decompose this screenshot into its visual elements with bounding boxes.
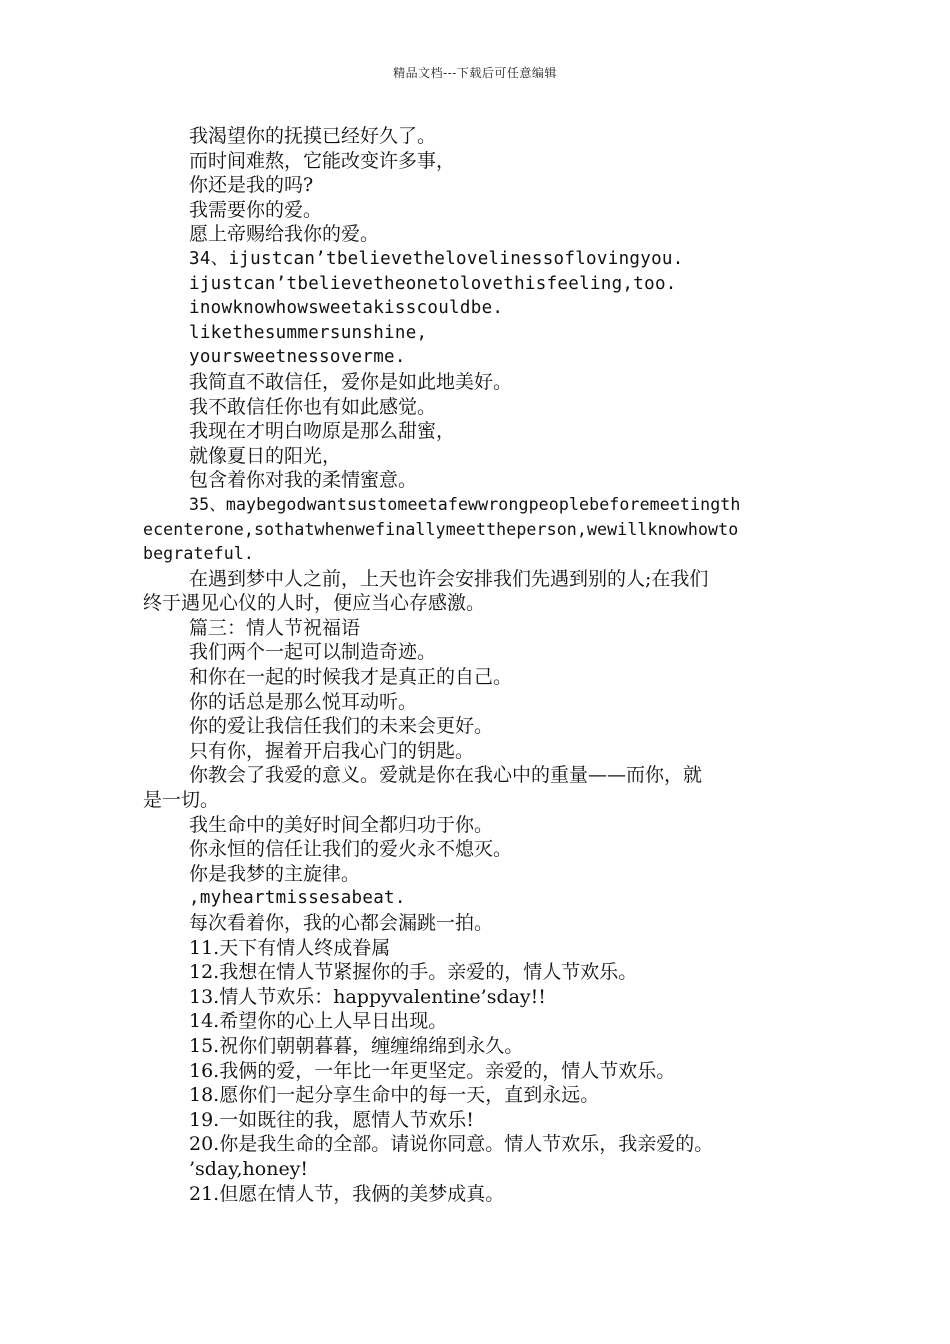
text-line: begrateful. [143,544,254,564]
text-line: 包含着你对我的柔情蜜意。 [189,469,418,492]
list-item: 14.希望你的心上人早日出现。 [189,1010,448,1033]
text-line: ecenterone,sothatwhenwefinallymeettheperson,wewillknowhowto [143,519,739,539]
text-line: 你永恒的信任让我们的爱火永不熄灭。 [189,838,513,861]
text-line: 你还是我的吗? [189,174,314,197]
page-header: 精品文档---下载后可任意编辑 [393,66,557,80]
text-line: 愿上帝赐给我你的爱。 [189,223,380,246]
list-item: 21.但愿在情人节，我俩的美梦成真。 [189,1182,505,1205]
text-line: 而时间难熬，它能改变许多事， [189,149,456,172]
text-line: 我不敢信任你也有如此感觉。 [189,395,437,418]
text-line: 你的爱让我信任我们的未来会更好。 [189,715,494,738]
text-line: 在遇到梦中人之前，上天也许会安排我们先遇到别的人;在我们 [189,567,709,590]
document-body [143,124,809,1206]
list-item: 12.我想在情人节紧握你的手。亲爱的，情人节欢乐。 [189,961,638,984]
text-line: 我们两个一起可以制造奇迹。 [189,641,437,664]
text-line: 34、ijustcan’tbelievethelovelinessoflovingyou. [189,248,684,269]
text-line: ,myheartmissesabeat. [189,888,406,909]
list-item: 19.一如既往的我，愿情人节欢乐! [189,1108,474,1131]
list-item: 13.情人节欢乐：happyvalentine’sday!! [189,985,546,1008]
text-line: 35、maybegodwantsustomeetafewwrongpeoplebeforemeetingth [189,494,741,514]
text-line: 我简直不敢信任，爱你是如此地美好。 [189,370,513,393]
text-line: 你是我梦的主旋律。 [189,862,361,885]
text-line: 我需要你的爱。 [189,198,323,221]
text-line: 是一切。 [143,789,220,812]
text-line: inowknowhowsweetakisscouldbe. [189,298,504,319]
list-item: 16.我俩的爱，一年比一年更坚定。亲爱的，情人节欢乐。 [189,1059,676,1082]
text-line: 我渴望你的抚摸已经好久了。 [189,125,437,147]
list-item: 11.天下有情人终成眷属 [189,936,391,959]
text-line: ijustcan’tbelievetheonetolovethisfeeling,too. [189,273,677,294]
text-line: ’sday,honey! [189,1157,309,1180]
text-line: yoursweetnessoverme. [189,347,406,368]
text-line: likethesummersunshine, [189,322,428,343]
text-line: 终于遇见心仪的人时，便应当心存感激。 [143,592,486,615]
text-line: 只有你，握着开启我心门的钥匙。 [189,739,475,762]
text-line: 我现在才明白吻原是那么甜蜜， [189,420,456,443]
text-line: 和你在一起的时候我才是真正的自己。 [189,666,513,689]
text-line: 你教会了我爱的意义。爱就是你在我心中的重量——而你，就 [189,764,703,787]
list-item: 20.你是我生命的全部。请说你同意。情人节欢乐，我亲爱的。 [189,1133,714,1156]
text-line: 就像夏日的阳光， [189,444,342,467]
text-line: 每次看着你，我的心都会漏跳一拍。 [189,912,494,934]
section-heading: 篇三：情人节祝福语 [189,616,361,639]
text-line: 我生命中的美好时间全都归功于你。 [189,813,494,836]
text-line: 你的话总是那么悦耳动听。 [189,690,418,713]
list-item: 15.祝你们朝朝暮暮，缠缠绵绵到永久。 [189,1034,524,1057]
list-item: 18.愿你们一起分享生命中的每一天，直到永远。 [189,1084,600,1107]
